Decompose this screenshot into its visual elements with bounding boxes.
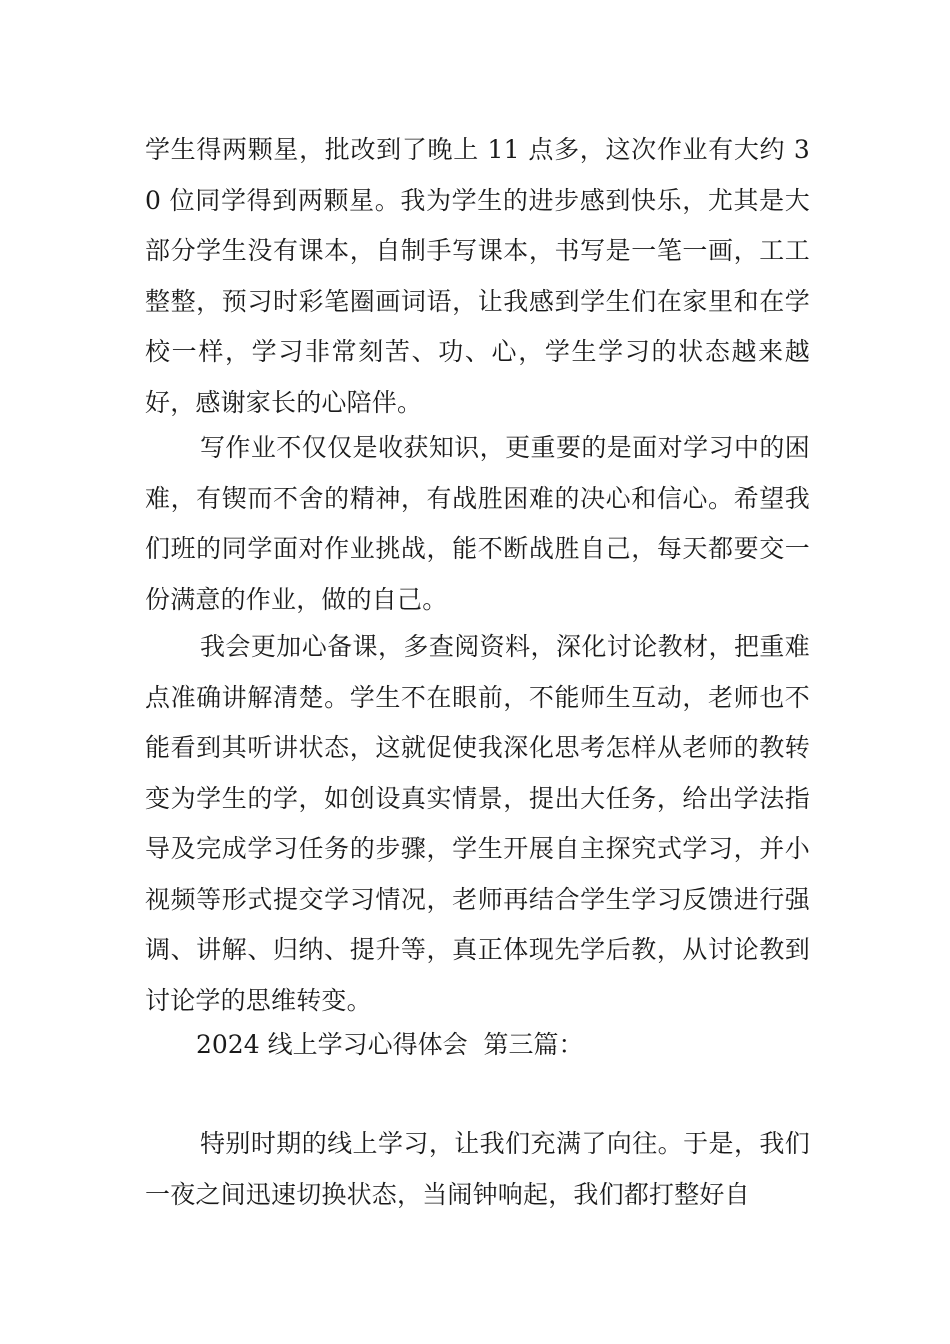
paragraph-text: 写作业不仅仅是收获知识，更重要的是面对学习中的困难，有锲而不舍的精神，有战胜困难的决心和信心。希望我们班的同学面对作业挑战，能不断战胜自己，每天都要交一份满意的作业，做的自己。	[145, 433, 810, 614]
body-paragraph-1	[145, 125, 810, 428]
paragraph-text: 我会更加心备课，多查阅资料，深化讨论教材，把重难点准确讲解清楚。学生不在眼前，不能师生互动，老师也不能看到其听讲状态，这就促使我深化思考怎样从老师的教转变为学生的学，如创设真实情景，提出大任务，给出学法指导及完成学习任务的步骤，学生开展自主探究式学习，并小视频等形式提交学习情况，老师再结合学生学习反馈进行强调、讲解、归纳、提升等，真正体现先学后教，从讨论教到讨论学的思维转变。	[145, 632, 810, 1015]
body-paragraph-3	[145, 622, 810, 1026]
body-paragraph-4	[145, 1119, 810, 1220]
section-heading: 2024 线上学习心得体会 第三篇：	[196, 1030, 584, 1059]
paragraph-text: 学生得两颗星，批改到了晚上 11 点多，这次作业有大约 30 位同学得到两颗星。我为学生的进步感到快乐，尤其是大部分学生没有课本，自制手写课本，书写是一笔一画，工工整整，预习时彩笔圈画词语，让我感到学生们在家里和在学校一样，学习非常刻苦、功、心，学生学习的状态越来越好，感谢家长的心陪伴。	[145, 135, 810, 417]
paragraph-text: 特别时期的线上学习，让我们充满了向往。于是，我们一夜之间迅速切换状态，当闹钟响起，我们都打整好自	[145, 1129, 810, 1209]
body-paragraph-2	[145, 423, 810, 625]
